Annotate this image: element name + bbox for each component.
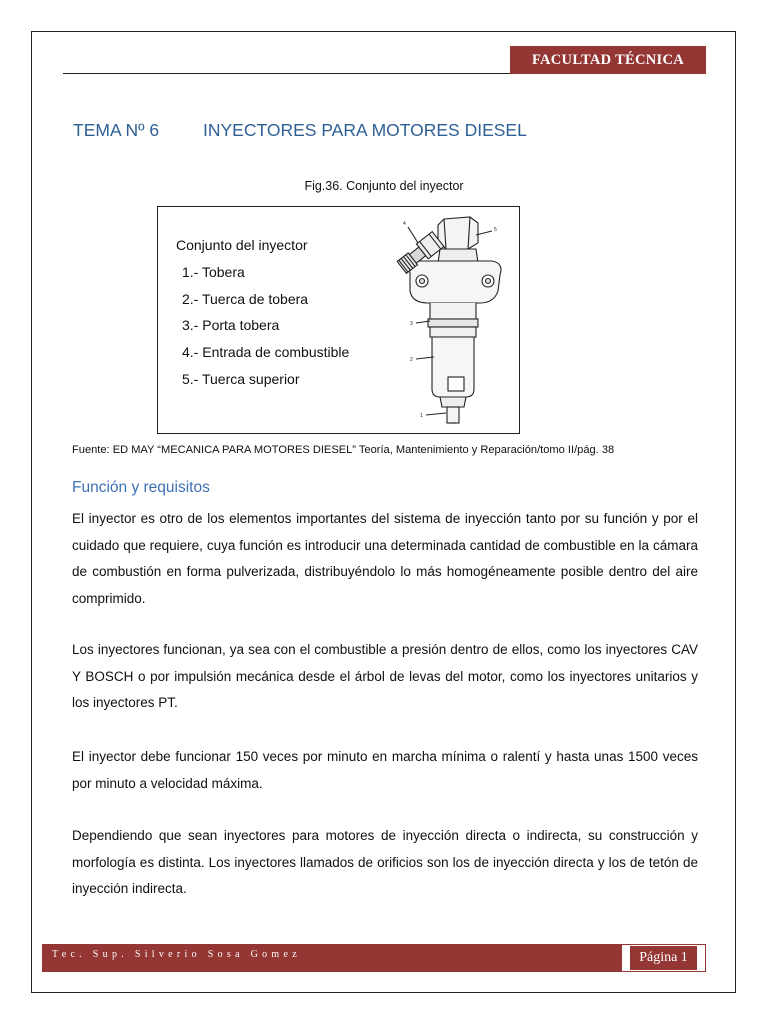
- paragraph: El inyector es otro de los elementos importantes del sistema de inyección tanto por su función y por el cuidado que requiere, cuya función es introducir una determinada cantidad de combustible en la cámara de combustión en forma pulverizada, distribuyéndolo lo más homogéneamente posible dentro del aire comprimido.: [72, 511, 698, 606]
- figure-box: [157, 206, 520, 434]
- callout-5: 5: [494, 227, 497, 233]
- callout-4: 4: [403, 221, 406, 227]
- title-number: TEMA Nº 6: [73, 120, 160, 140]
- figure-legend-item: 1.- Tobera: [182, 263, 245, 280]
- injector-drawing: [388, 211, 516, 429]
- figure-legend-item: 4.- Entrada de combustible: [182, 344, 350, 361]
- callout-1: 1: [420, 413, 423, 419]
- paragraph: Dependiendo que sean inyectores para motores de inyección directa o indirecta, su construcción y morfología es distinta. Los inyectores llamados de orificios son los de inyección directa y los de tetón de inyección indirecta.: [72, 828, 698, 896]
- header-rule: [63, 73, 512, 74]
- page-title: [73, 120, 527, 141]
- figure-legend: [176, 232, 349, 393]
- callout-2: 2: [410, 357, 413, 363]
- paragraph: Los inyectores funcionan, ya sea con el combustible a presión dentro de ellos, como los inyectores CAV Y BOSCH o por impulsión mecánica desde el árbol de levas del motor, como los inyectores unitarios y los inyectores PT.: [72, 642, 698, 710]
- figure-source: Fuente: ED MAY “MECANICA PARA MOTORES DIESEL” Teoría, Mantenimiento y Reparación/tomo II/pág. 38: [72, 444, 615, 456]
- figure-legend-item: 3.- Porta tobera: [182, 317, 280, 334]
- page-number-label: Página 1: [630, 946, 697, 970]
- page-number: [621, 944, 706, 972]
- figure-legend-title: Conjunto del inyector: [176, 237, 308, 253]
- figure-caption: Fig.36. Conjunto del inyector: [304, 179, 464, 193]
- title-text: INYECTORES PARA MOTORES DIESEL: [203, 120, 527, 140]
- paragraph: El inyector debe funcionar 150 veces por minuto en marcha mínima o ralentí y hasta unas 1500 veces por minuto a velocidad máxima.: [72, 749, 698, 791]
- figure-legend-item: 2.- Tuerca de tobera: [182, 290, 309, 307]
- section-subtitle: Función y requisitos: [72, 479, 210, 496]
- callout-3: 3: [410, 321, 413, 327]
- footer-bar: [42, 944, 621, 972]
- header-badge: FACULTAD TÉCNICA: [510, 46, 706, 74]
- figure-legend-item: 5.- Tuerca superior: [182, 370, 300, 387]
- footer-author: Tec. Sup. Silverio Sosa Gomez: [52, 949, 301, 960]
